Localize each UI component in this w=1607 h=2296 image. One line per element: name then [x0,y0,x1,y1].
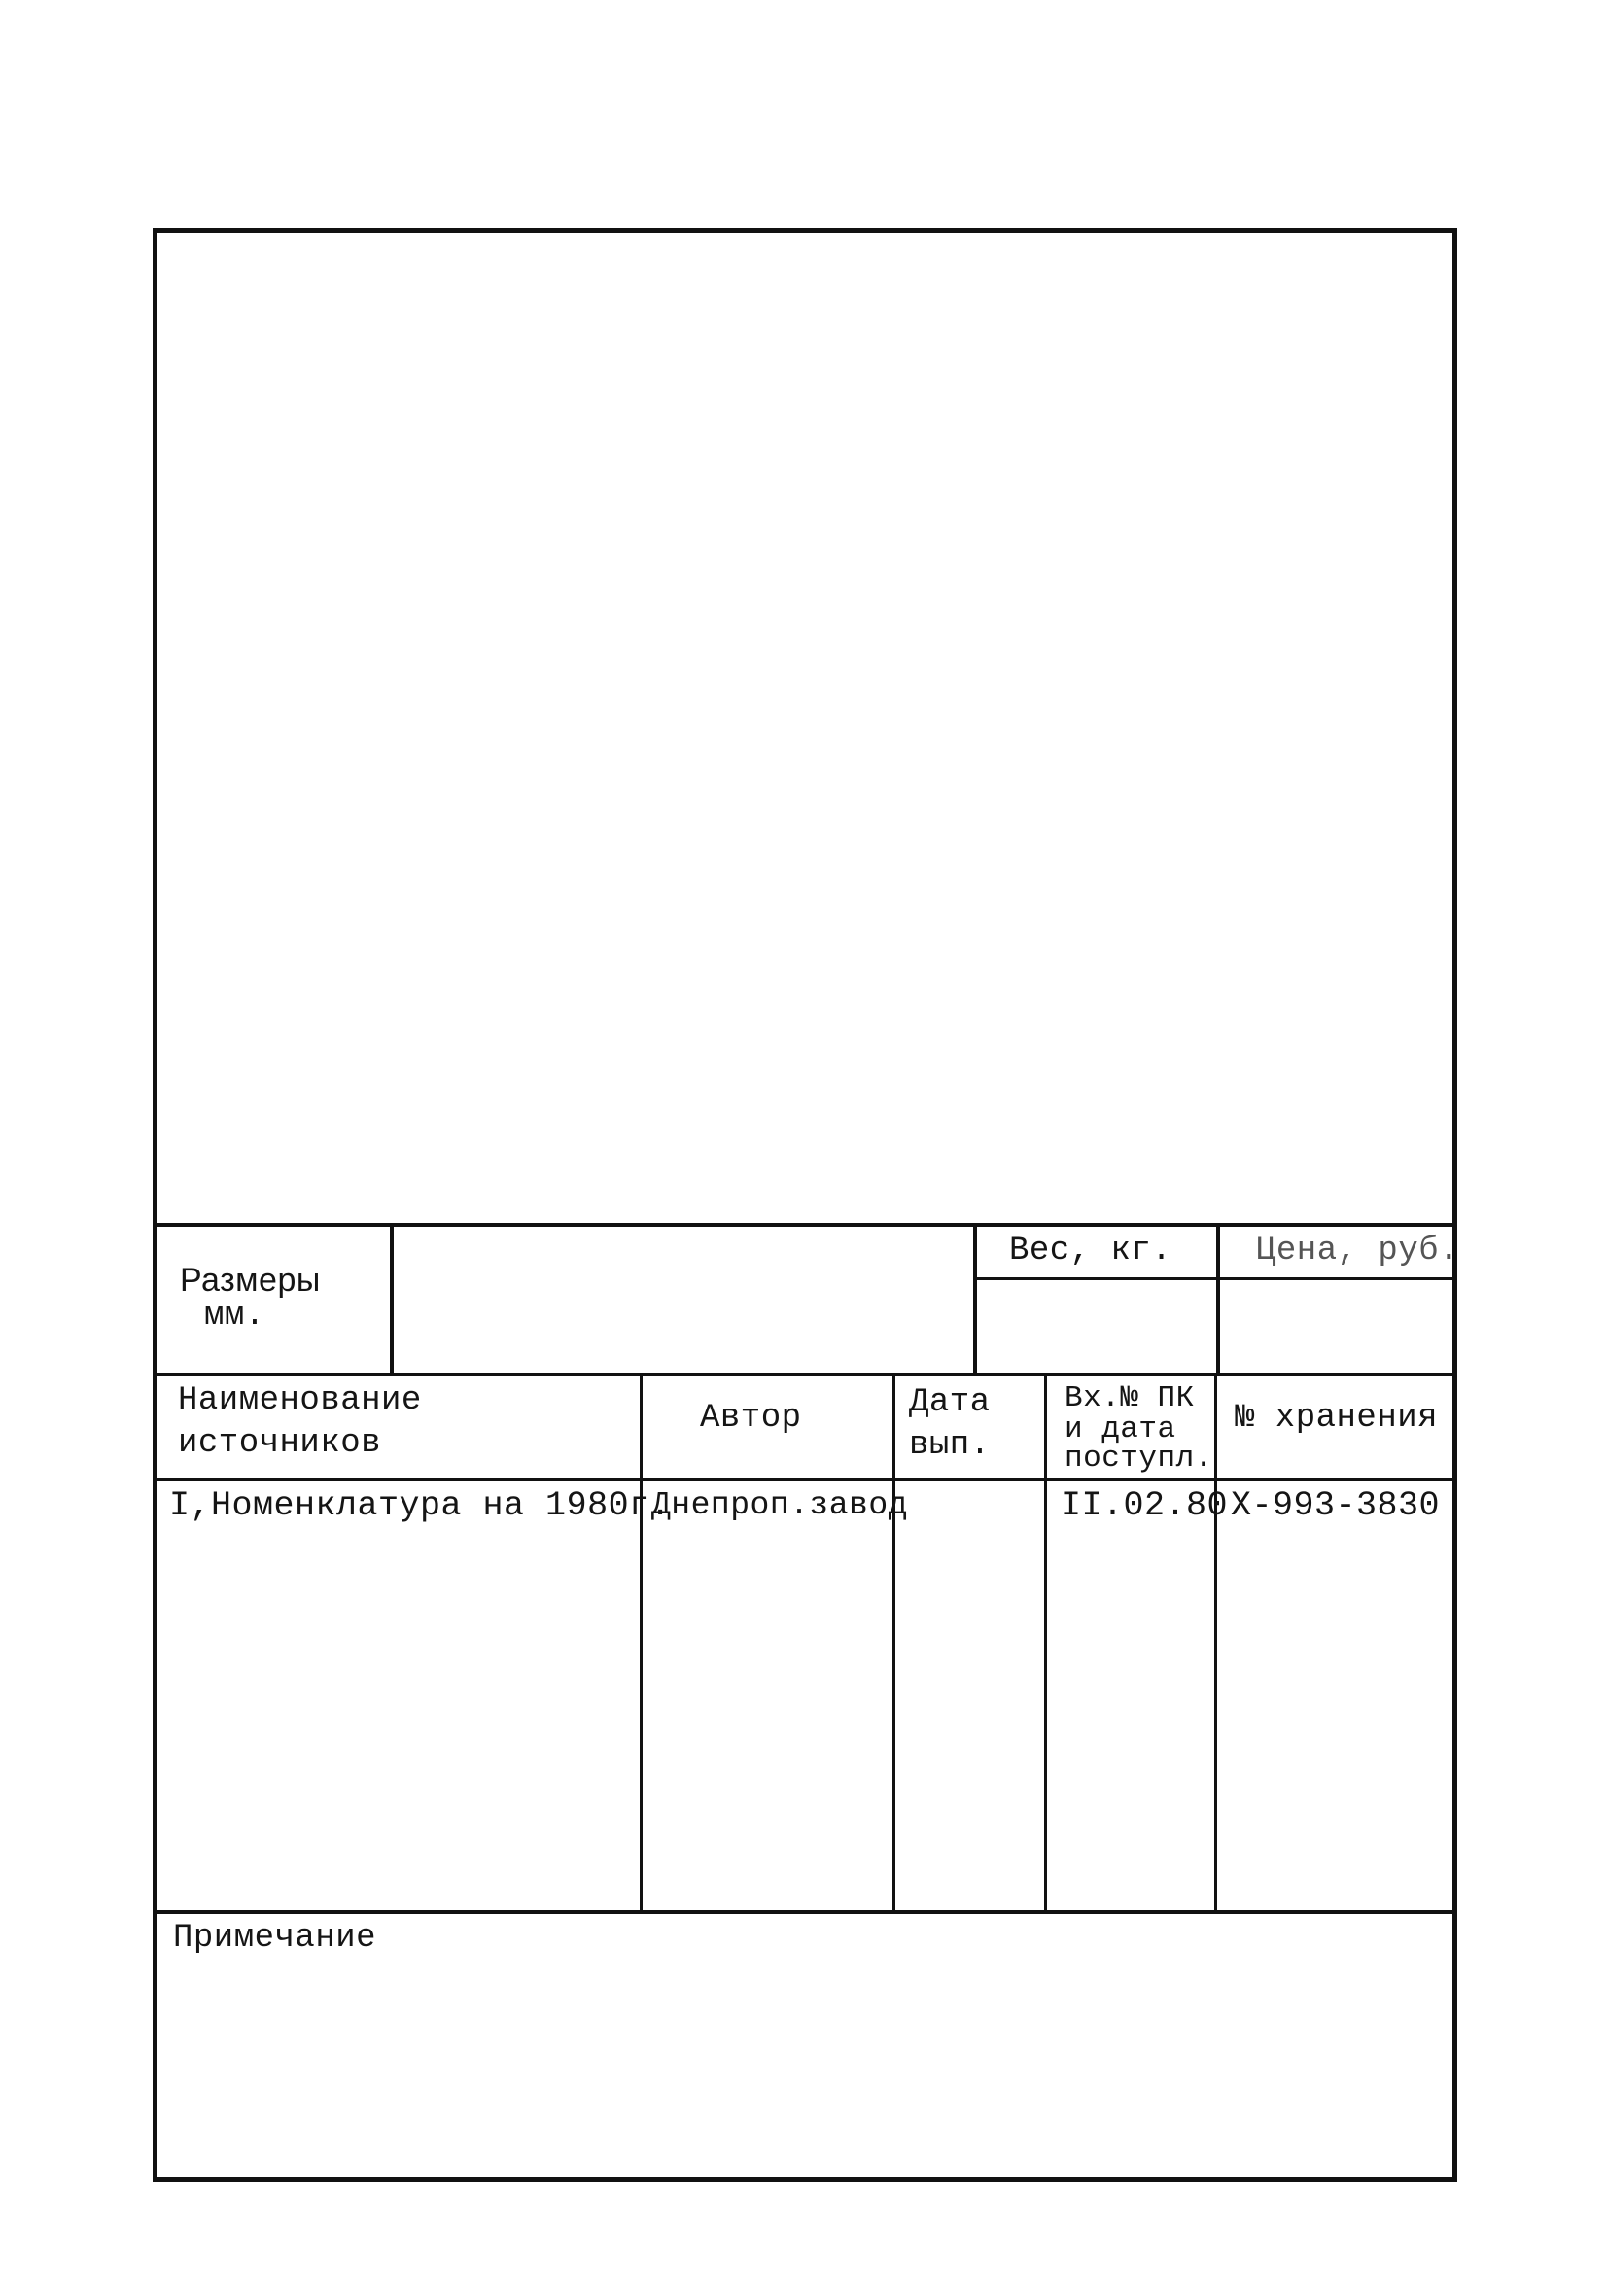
header-incoming-line1: Вх.№ ПК [1065,1381,1195,1415]
note-label: Примечание [173,1920,377,1957]
header-date-line2: вып. [909,1427,991,1464]
divider-price-left [1216,1223,1220,1376]
header-name-line2: источников [178,1425,382,1462]
note-text-field [175,1964,1439,2168]
outer-border-bottom [153,2177,1457,2182]
divider-weight-price-sub [975,1277,1456,1280]
header-author: Автор [700,1400,802,1437]
divider-dimensions-label [390,1223,394,1376]
row-source-name: I,Номенклатура на 1980г. [169,1486,672,1525]
price-label: Цена, руб. [1256,1233,1460,1270]
price-value-field [1223,1283,1451,1371]
row-incoming: II.02.80 [1061,1486,1229,1525]
dimensions-value-field [399,1233,967,1369]
header-incoming-line3: поступл. [1065,1442,1213,1476]
row-storage: Х-993-3830 [1231,1486,1441,1525]
outer-border-right [1452,228,1457,2182]
header-incoming-line2: и дата [1065,1412,1176,1446]
dimensions-label-line1: Размеры [180,1262,321,1299]
weight-label: Вес, кг. [1009,1233,1172,1270]
table-row [157,1481,1452,1909]
drawing-area [157,233,1452,1223]
divider-note-top [156,1910,1456,1914]
divider-dimensions-top [156,1223,1456,1227]
divider-table-top [156,1373,1456,1376]
header-date-line1: Дата [909,1384,991,1421]
header-storage: № хранения [1235,1400,1439,1437]
weight-value-field [980,1283,1213,1371]
row-author: Днепроп.завод [651,1487,908,1523]
divider-weight-left [973,1223,977,1376]
header-name-line1: Наименование [178,1382,422,1419]
dimensions-label-line2: мм. [204,1298,265,1335]
